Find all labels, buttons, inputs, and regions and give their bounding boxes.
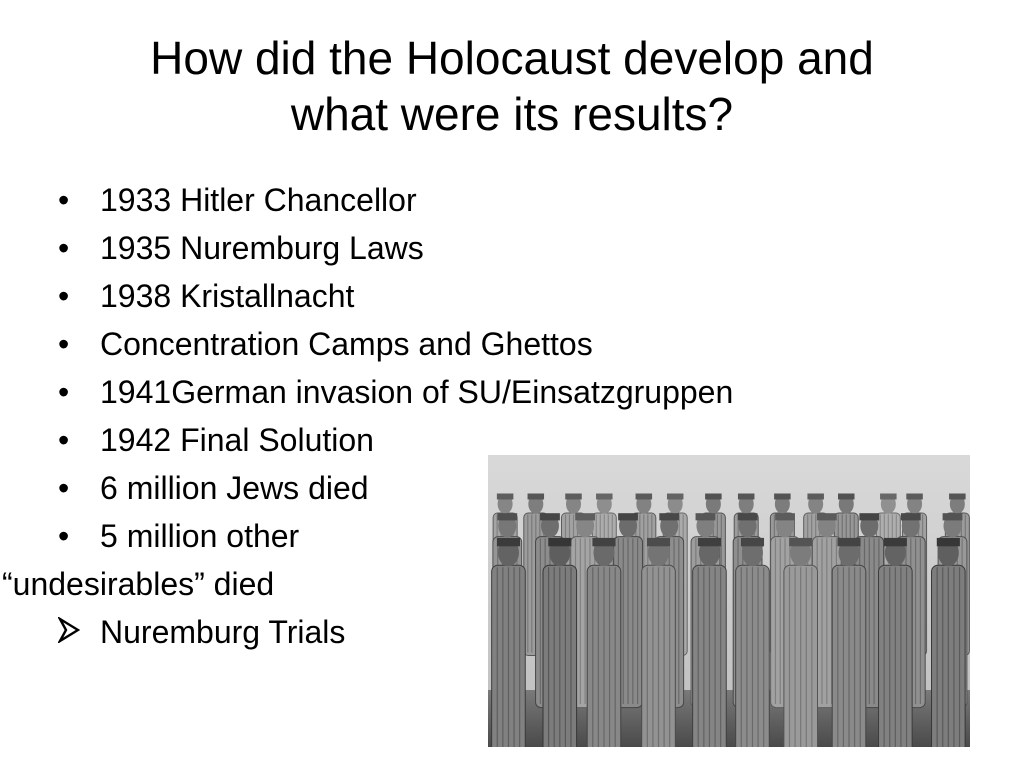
- bullet-item: [58, 176, 978, 224]
- bullet-text: Concentration Camps and Ghettos: [100, 326, 593, 362]
- bullet-marker: •: [58, 374, 70, 410]
- bullet-text: 1941German invasion of SU/Einsatzgruppen: [100, 374, 734, 410]
- arrow-right-icon: [58, 617, 100, 643]
- slide-title: [40, 30, 984, 142]
- bullet-text: 1933 Hitler Chancellor: [100, 182, 417, 218]
- bullet-marker: •: [58, 422, 70, 458]
- prisoners-photo: [488, 455, 970, 747]
- bullet-text: 5 million other: [100, 518, 300, 554]
- bullet-marker: •: [58, 182, 70, 218]
- bullet-item: [58, 272, 978, 320]
- bullet-marker: •: [58, 326, 70, 362]
- bullet-marker: •: [58, 518, 70, 554]
- bullet-marker: •: [58, 230, 70, 266]
- bullet-text: 1935 Nuremburg Laws: [100, 230, 424, 266]
- bullet-marker: •: [58, 278, 70, 314]
- bullet-text: 6 million Jews died: [100, 470, 369, 506]
- bullet-marker: •: [58, 470, 70, 506]
- bullet-item: [58, 224, 978, 272]
- arrow-item-text: Nuremburg Trials: [100, 614, 346, 650]
- title-line-1: How did the Holocaust develop and: [150, 32, 874, 84]
- bullet-text: 1942 Final Solution: [100, 422, 374, 458]
- photo-illustration: [488, 455, 970, 747]
- bullet-text: 1938 Kristallnacht: [100, 278, 355, 314]
- bullet-item: [58, 320, 978, 368]
- bullet-item: [58, 368, 978, 416]
- title-line-2: what were its results?: [290, 88, 734, 140]
- continuation-text: “undesirables” died: [2, 566, 275, 602]
